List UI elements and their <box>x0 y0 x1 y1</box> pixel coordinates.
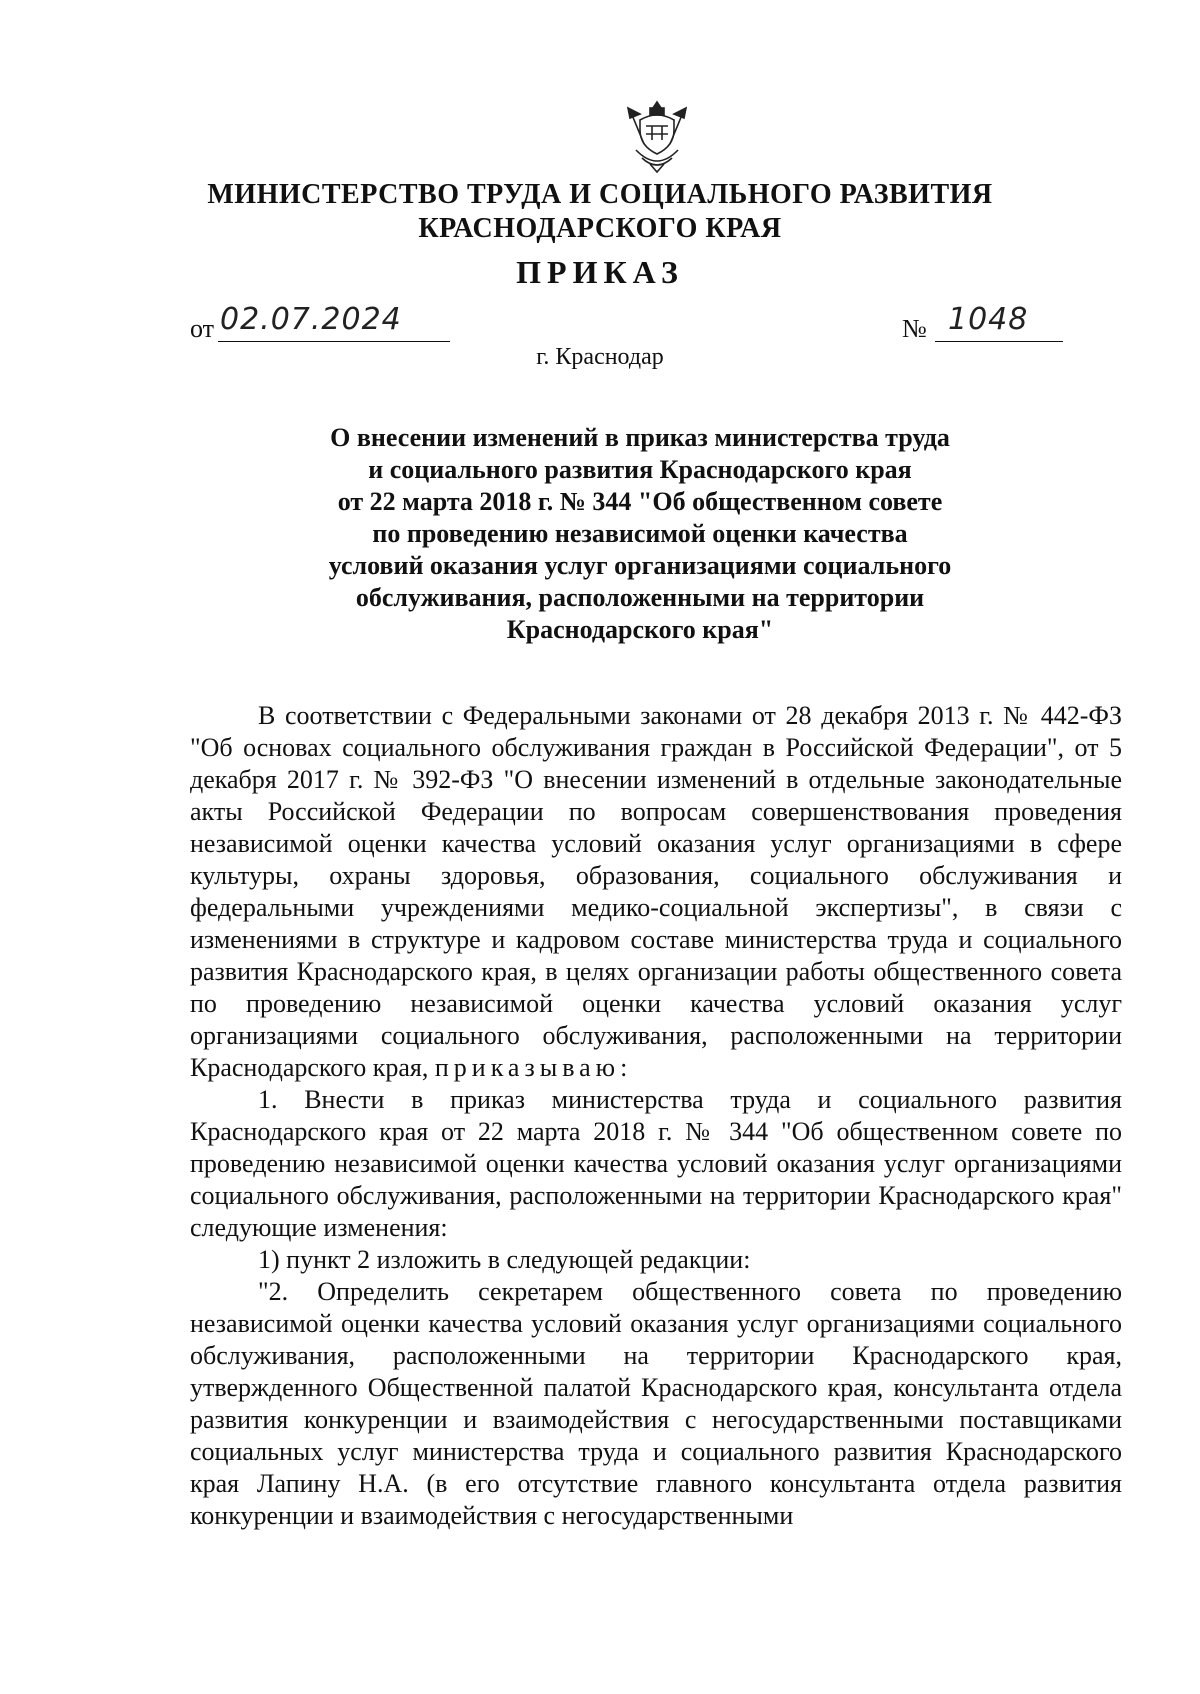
number-label: № <box>902 314 927 343</box>
paragraph-preamble <box>190 700 1122 1084</box>
title-line: и социального развития Краснодарского края <box>368 455 912 484</box>
title-line: О внесении изменений в приказ министерства труда <box>330 423 950 452</box>
date-underline <box>218 341 450 342</box>
paragraph-new-point-2: "2. Определить секретарем общественного совета по проведению независимой оценки качества условий оказания услуг организациями социального обслуживания, расположенными на территории Краснодарского края, утвержденного Общественной палатой Краснодарского края, консультанта отдела развития конкуренции и взаимодействия с негосударственными поставщиками социальных услуг министерства труда и социального развития Краснодарского края Лапину Н.А. (в его отсутствие главного консультанта отдела развития конкуренции и взаимодействия с негосударственными <box>190 1277 1122 1530</box>
handwritten-number: 1048 <box>948 302 1029 337</box>
document-body <box>190 700 1122 1532</box>
preamble-end: : <box>620 1053 628 1082</box>
title-line: от 22 марта 2018 г. № 344 "Об общественном совете <box>337 487 943 516</box>
handwritten-date: 02.07.2024 <box>220 302 402 337</box>
city: г. Краснодар <box>536 344 664 370</box>
title-line: Краснодарского края" <box>506 615 774 644</box>
title-line: по проведению независимой оценки качества <box>372 519 908 548</box>
title-line: обслуживания, расположенными на территории <box>355 583 925 612</box>
ministry-name <box>0 178 1200 246</box>
order-word: приказываю <box>434 1053 621 1082</box>
title-line: условий оказания услуг организациями социального <box>328 551 952 580</box>
document-type: ПРИКАЗ <box>516 254 684 290</box>
ministry-line-2: КРАСНОДАРСКОГО КРАЯ <box>418 213 782 244</box>
coat-of-arms-icon <box>622 98 692 176</box>
preamble-text: В соответствии с Федеральными законами от 28 декабря 2013 г. № 442-ФЗ "Об основах социального обслуживания граждан в Российской Федерации", от 5 декабря 2017 г. № 392-ФЗ "О внесении изменений в отдельные законодательные акты Российской Федерации по вопросам совершенствования проведения независимой оценки качества условий оказания услуг организациями в сфере культуры, охраны здоровья, образования, социального обслуживания и федеральными учреждениями медико-социальной экспертизы", в связи с изменениями в структуре и кадровом составе министерства труда и социального развития Краснодарского края, в целях организации работы общественного совета по проведению независимой оценки качества условий оказания услуг организациями социального обслуживания, расположенными на территории Краснодарского края, <box>190 701 1122 1082</box>
date-label: от <box>190 314 215 343</box>
ministry-line-1: МИНИСТЕРСТВО ТРУДА И СОЦИАЛЬНОГО РАЗВИТИЯ <box>207 179 993 210</box>
number-underline <box>935 341 1063 342</box>
paragraph-item-1: 1. Внести в приказ министерства труда и социального развития Краснодарского края от 22 марта 2018 г. № 344 "Об общественном совете по проведению независимой оценки качества условий оказания услуг организациями социального обслуживания, расположенными на территории Краснодарского края" следующие изменения: <box>190 1085 1122 1242</box>
paragraph-subitem-1: 1) пункт 2 изложить в следующей редакции: <box>258 1245 751 1274</box>
document-title <box>290 422 990 646</box>
